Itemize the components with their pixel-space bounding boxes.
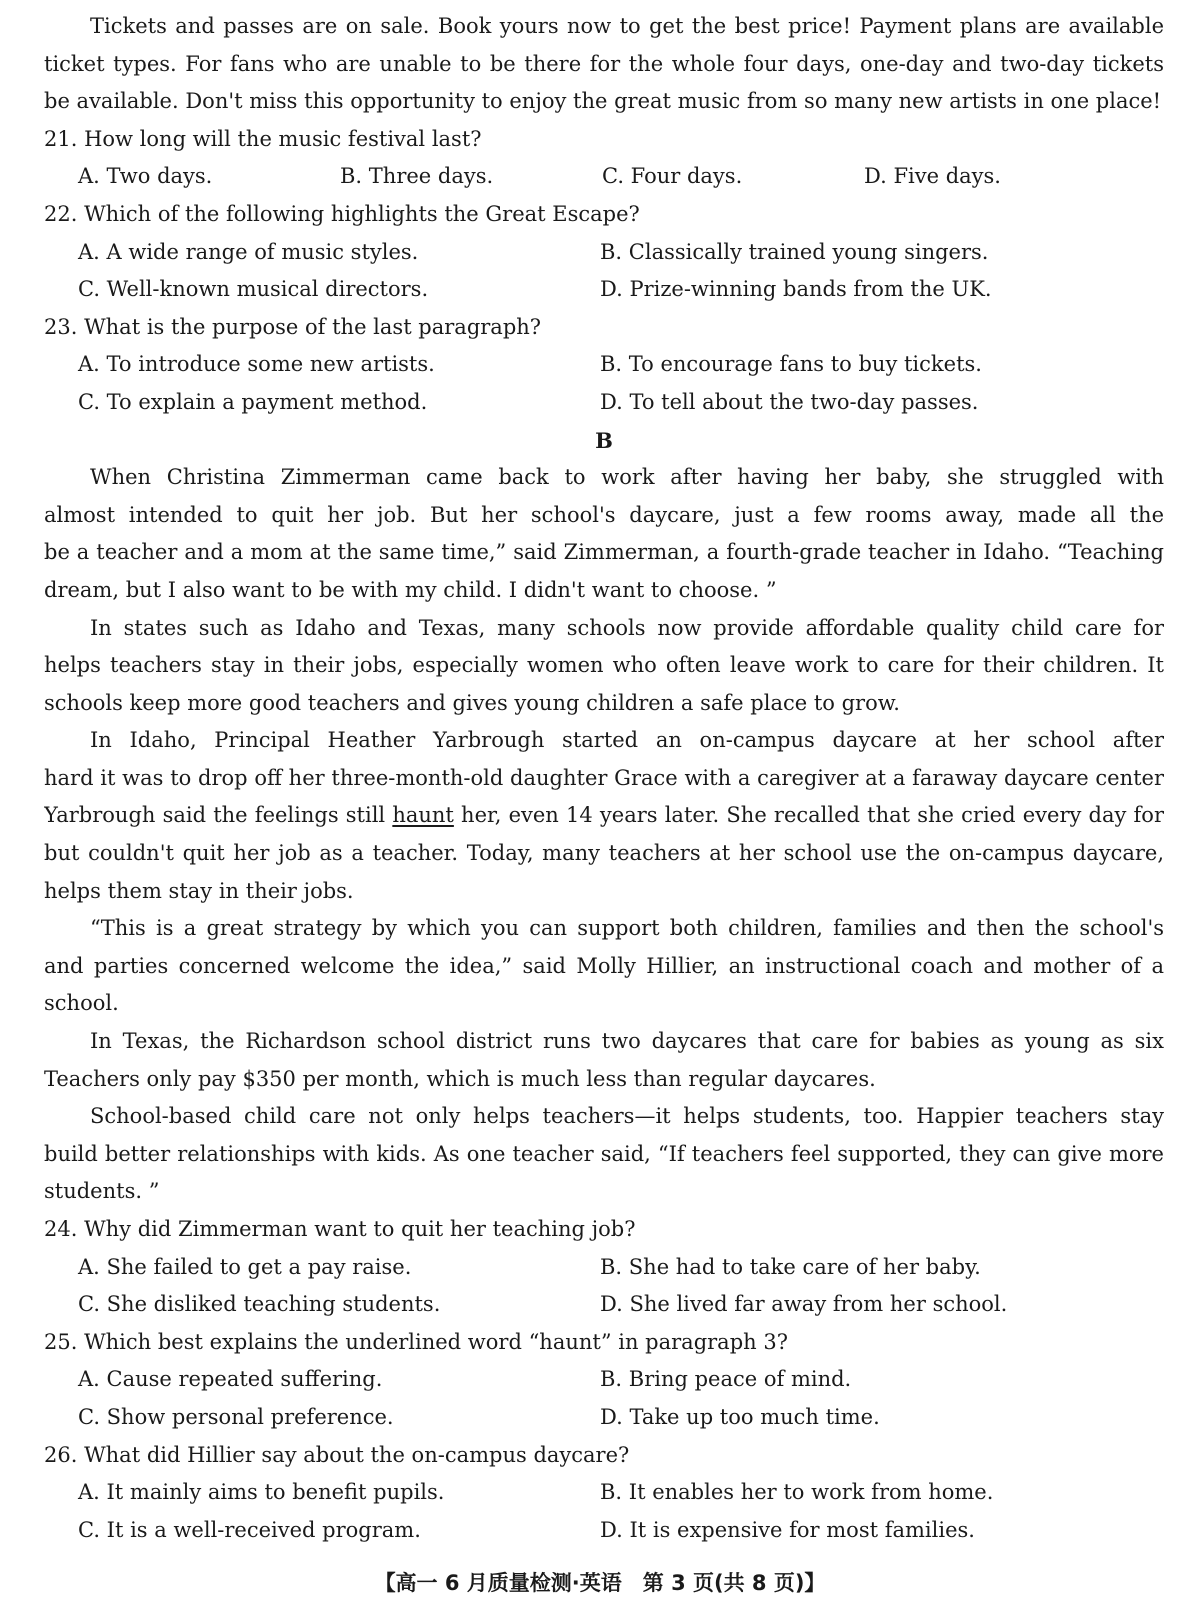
option-a: A. Two days. bbox=[78, 164, 213, 189]
section-b-title: B bbox=[595, 427, 613, 453]
option-c: C. To explain a payment method. bbox=[78, 389, 428, 414]
option-b: B. She had to take care of her baby. bbox=[600, 1254, 981, 1279]
question-24 bbox=[44, 1211, 1164, 1324]
options-row bbox=[44, 1512, 1164, 1550]
paragraph-line: be a teacher and a mom at the same time,” said Zimmerman, a fourth-grade teacher in Idaho. “Teaching bbox=[44, 540, 1164, 565]
paragraph-line: be available. Don't miss this opportunity to enjoy the great music from so many new artists in one place! bbox=[44, 89, 1162, 114]
text-run: Yarbrough said the feelings still bbox=[44, 803, 393, 828]
paragraph-line: Teachers only pay $350 per month, which is much less than regular daycares. bbox=[44, 1066, 876, 1091]
question-stem: 22. Which of the following highlights the Great Escape? bbox=[44, 201, 640, 226]
options-row bbox=[44, 1361, 1164, 1399]
option-b: B. Bring peace of mind. bbox=[600, 1367, 852, 1392]
option-d: D. She lived far away from her school. bbox=[600, 1292, 1008, 1317]
option-d: D. Take up too much time. bbox=[600, 1404, 880, 1429]
question-21 bbox=[44, 121, 1164, 196]
question-22 bbox=[44, 196, 1164, 309]
question-stem: 26. What did Hillier say about the on-campus daycare? bbox=[44, 1442, 630, 1467]
option-a: A. It mainly aims to benefit pupils. bbox=[78, 1480, 445, 1505]
option-b: B. It enables her to work from home. bbox=[600, 1480, 994, 1505]
options-row bbox=[44, 1286, 1164, 1324]
paragraph-line: students. ” bbox=[44, 1179, 160, 1204]
paragraph-line: In states such as Idaho and Texas, many schools now provide affordable quality child care for bbox=[90, 615, 1164, 640]
options-row bbox=[44, 1474, 1164, 1512]
option-d: D. Prize-winning bands from the UK. bbox=[600, 277, 992, 302]
paragraph-line: schools keep more good teachers and gives young children a safe place to grow. bbox=[44, 690, 900, 715]
paragraph-line: build better relationships with kids. As one teacher said, “If teachers feel supported, they can give more bbox=[44, 1141, 1164, 1166]
question-25 bbox=[44, 1324, 1164, 1437]
paragraph-line: almost intended to quit her job. But her school's daycare, just a few rooms away, made all the bbox=[44, 502, 1164, 527]
paragraph-line: dream, but I also want to be with my child. I didn't want to choose. ” bbox=[44, 577, 777, 602]
options-row bbox=[44, 158, 1164, 196]
paragraph-line: ticket types. For fans who are unable to be there for the whole four days, one-day and two-day tickets bbox=[44, 51, 1164, 76]
options-row bbox=[44, 384, 1164, 422]
options-row bbox=[44, 346, 1164, 384]
option-b: B. Three days. bbox=[340, 164, 494, 189]
underlined-word: haunt bbox=[392, 803, 454, 828]
paragraph-line: School-based child care not only helps teachers—it helps students, too. Happier teachers stay bbox=[90, 1104, 1164, 1129]
paragraph-line: helps them stay in their jobs. bbox=[44, 878, 354, 903]
option-b: B. Classically trained young singers. bbox=[600, 239, 989, 264]
passage-a-ending bbox=[44, 8, 1164, 121]
options-row bbox=[44, 271, 1164, 309]
options-row bbox=[44, 1399, 1164, 1437]
page-footer: 【高一 6 月质量检测·英语 第 3 页(共 8 页)】 bbox=[374, 1571, 826, 1595]
paragraph-line bbox=[44, 797, 1164, 835]
question-stem: 23. What is the purpose of the last paragraph? bbox=[44, 314, 542, 339]
option-c: C. She disliked teaching students. bbox=[78, 1292, 441, 1317]
options-row bbox=[44, 1249, 1164, 1287]
paragraph-line: school. bbox=[44, 991, 119, 1016]
option-c: C. It is a well-received program. bbox=[78, 1517, 421, 1542]
paragraph-line: hard it was to drop off her three-month-old daughter Grace with a caregiver at a faraway daycare center bbox=[44, 765, 1164, 790]
text-run: her, even 14 years later. She recalled that she cried every day for bbox=[461, 803, 1164, 828]
question-26 bbox=[44, 1437, 1164, 1550]
options-row bbox=[44, 234, 1164, 272]
option-c: C. Four days. bbox=[602, 164, 743, 189]
option-d: D. Five days. bbox=[864, 164, 1001, 189]
paragraph-line: Tickets and passes are on sale. Book yours now to get the best price! Payment plans are available bbox=[90, 14, 1164, 38]
option-a: A. To introduce some new artists. bbox=[78, 352, 435, 377]
passage-b bbox=[44, 459, 1164, 1211]
option-a: A. She failed to get a pay raise. bbox=[78, 1254, 412, 1279]
option-a: A. Cause repeated suffering. bbox=[78, 1367, 383, 1392]
paragraph-line: and parties concerned welcome the idea,” said Molly Hillier, an instructional coach and mother of a bbox=[44, 953, 1164, 978]
question-stem: 24. Why did Zimmerman want to quit her teaching job? bbox=[44, 1217, 636, 1241]
paragraph-line: In Idaho, Principal Heather Yarbrough started an on-campus daycare at her school after bbox=[90, 728, 1164, 753]
option-c: C. Show personal preference. bbox=[78, 1404, 394, 1429]
question-23 bbox=[44, 309, 1164, 422]
question-stem: 21. How long will the music festival last? bbox=[44, 126, 482, 151]
paragraph-line: In Texas, the Richardson school district runs two daycares that care for babies as young as six bbox=[90, 1029, 1164, 1054]
option-d: D. To tell about the two-day passes. bbox=[600, 389, 979, 414]
question-stem: 25. Which best explains the underlined word “haunt” in paragraph 3? bbox=[44, 1329, 788, 1354]
option-a: A. A wide range of music styles. bbox=[78, 239, 419, 264]
paragraph-line: “This is a great strategy by which you can support both children, families and then the school's bbox=[90, 916, 1164, 941]
paragraph-line: When Christina Zimmerman came back to work after having her baby, she struggled with bbox=[90, 465, 1164, 490]
paragraph-line: but couldn't quit her job as a teacher. Today, many teachers at her school use the on-campus daycare, bbox=[44, 841, 1164, 866]
paragraph-line: helps teachers stay in their jobs, especially women who often leave work to care for their children. It bbox=[44, 653, 1164, 678]
option-c: C. Well-known musical directors. bbox=[78, 277, 429, 302]
option-d: D. It is expensive for most families. bbox=[600, 1517, 975, 1542]
option-b: B. To encourage fans to buy tickets. bbox=[600, 352, 982, 377]
